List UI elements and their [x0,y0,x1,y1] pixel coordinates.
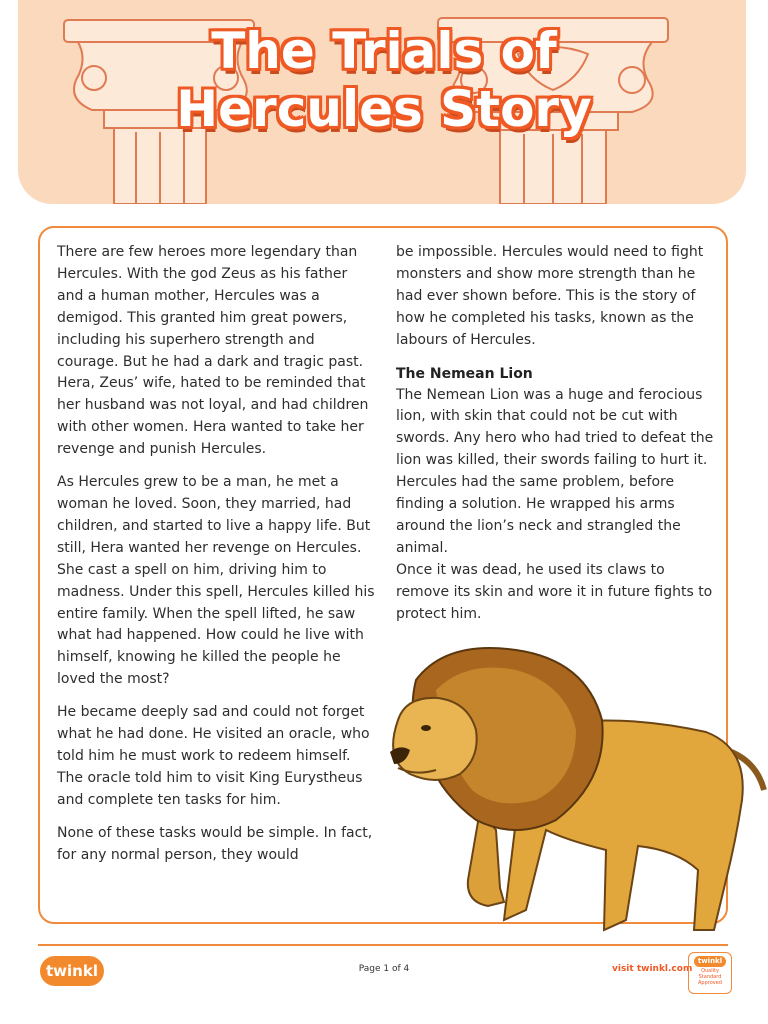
badge-text: Quality Standard Approved [698,968,722,986]
page-title [0,22,768,138]
paragraph: As Hercules grew to be a man, he met a woman he loved. Soon, they married, had children, and started to live a happy life. But still, Hera wanted her revenge on Hercules. She cast a spell on him, driving him to madness. Under this spell, Hercules killed his entire family. When the spell lifted, he saw what had happened. How could he live with himself, knowing he killed the people he loved the most? [57,474,375,688]
section-paragraph: The Nemean Lion was a huge and ferocious lion, with skin that could not be cut with swords. Any hero who had tried to defeat the lion was killed, their swords failing to hurt it. Hercules had the same problem, before finding a solution. He wrapped his arms around the lion’s neck and strangled the animal. [396,386,714,556]
page-number: Page 1 of 4 [358,964,410,974]
title-line-2: Hercules Story [176,80,592,138]
lion-illustration [376,640,768,940]
paragraph: None of these tasks would be simple. In fact, for any normal person, they would [57,824,373,863]
right-column [396,242,718,626]
visit-link[interactable]: visit twinkl.com [612,964,693,974]
twinkl-logo[interactable]: twinkl [40,956,104,986]
left-column [57,242,377,877]
footer-divider [38,944,728,946]
section-paragraph: Once it was dead, he used its claws to remove its skin and wore it in future fights to protect him. [396,561,713,622]
paragraph-continuation: be impossible. Hercules would need to fight monsters and show more strength than he had ever shown before. This is the story of how he completed his tasks, known as the labours of Hercules. [396,244,704,348]
title-line-1: The Trials of [211,22,557,80]
badge-logo: twinkl [694,956,726,967]
paragraph: There are few heroes more legendary than Hercules. With the god Zeus as his father and a human mother, Hercules was a demigod. This granted him great powers, including his superhero strength and courage. But he had a dark and tragic past. Hera, Zeus’ wife, hated to be reminded that her husband was not loyal, and had children with other women. Hera wanted to take her revenge and punish Hercules. [57,244,369,458]
paragraph: He became deeply sad and could not forget what he had done. He visited an oracle, who told him he must work to redeem himself. The oracle told him to visit King Eurystheus and complete ten tasks for him. [57,704,370,808]
quality-badge [688,952,732,994]
section-heading: The Nemean Lion [396,365,533,382]
